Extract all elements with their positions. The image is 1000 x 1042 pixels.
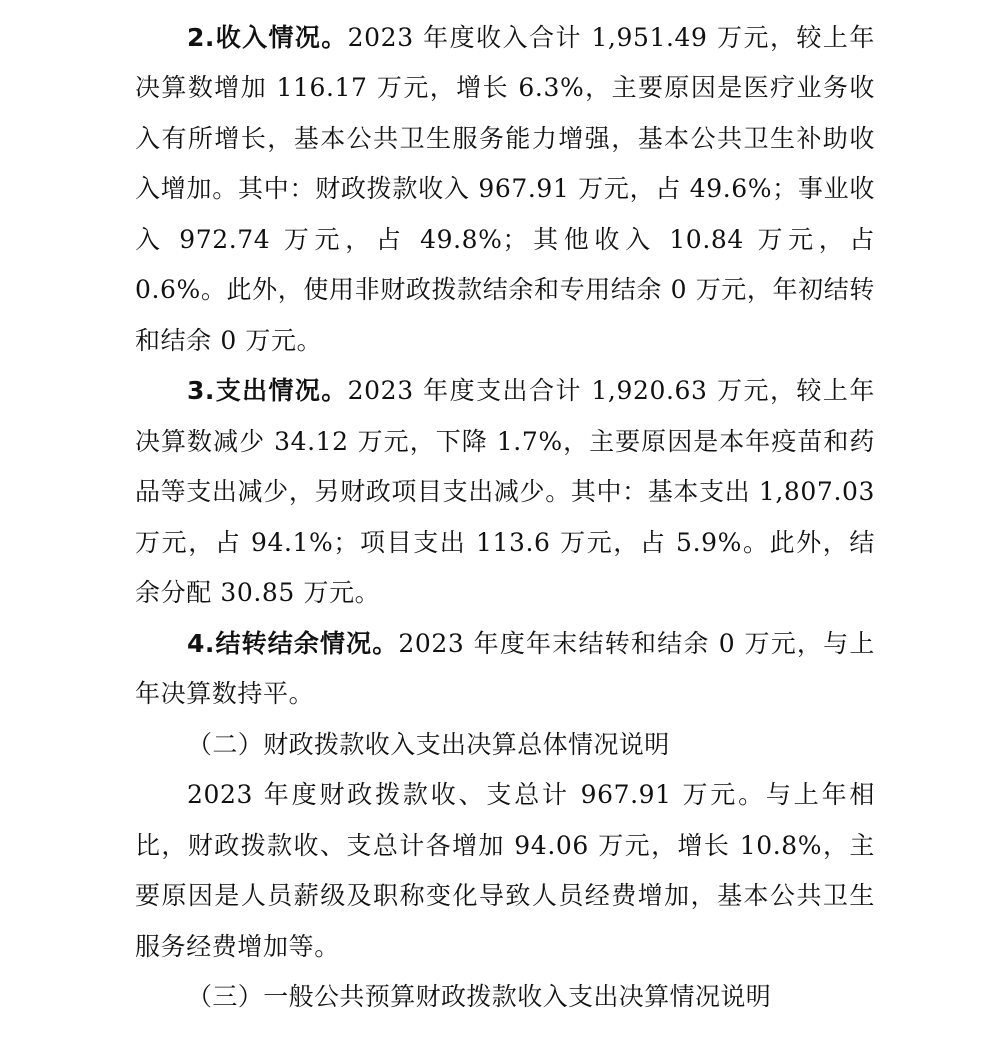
carryover-heading: 4.结转结余情况。	[187, 628, 399, 658]
subsection-2-body: 2023 年度财政拨款收、支总计 967.91 万元。与上年相比，财政拨款收、支总计各增加 94.06 万元，增长 10.8%，主要原因是人员薪级及职称变化导致人员经费增加，基本公共卫生服务经费增加等。	[135, 780, 875, 961]
lead-fragment	[135, 0, 875, 13]
carryover-body: 2023 年度年末结转和结余 0 万元，与上年决算数持平。	[135, 628, 875, 708]
income-body: 2023 年度收入合计 1,951.49 万元，较上年决算数增加 116.17 万元，增长 6.3%，主要原因是医疗业务收入有所增长，基本公共卫生服务能力增强，基本公共卫生补助收入增加。其中：财政拨款收入 967.91 万元，占 49.6%；事业收入 972.74 万元，占 49.8%；其他收入 10.84 万元，占 0.6%。此外，使用非财政拨款结余和专用结余 0 万元，年初结转和结余 0 万元。	[135, 22, 875, 355]
income-paragraph	[135, 13, 875, 367]
expenditure-body: 2023 年度支出合计 1,920.63 万元，较上年决算数减少 34.12 万元，下降 1.7%，主要原因是本年疫苗和药品等支出减少，另财政项目支出减少。其中：基本支出 1,807.03 万元，占 94.1%；项目支出 113.6 万元，占 5.9%。此外，结余分配 30.85 万元。	[135, 376, 875, 607]
subsection-3-title: （三）一般公共预算财政拨款收入支出决算情况说明	[187, 982, 772, 1011]
carryover-paragraph	[135, 619, 875, 720]
income-heading: 2.收入情况。	[187, 22, 348, 52]
expenditure-paragraph	[135, 366, 875, 619]
document-page	[135, 0, 875, 1023]
subsection-2-title: （二）财政拨款收入支出决算总体情况说明	[187, 729, 670, 759]
expenditure-heading: 3.支出情况。	[187, 376, 348, 405]
